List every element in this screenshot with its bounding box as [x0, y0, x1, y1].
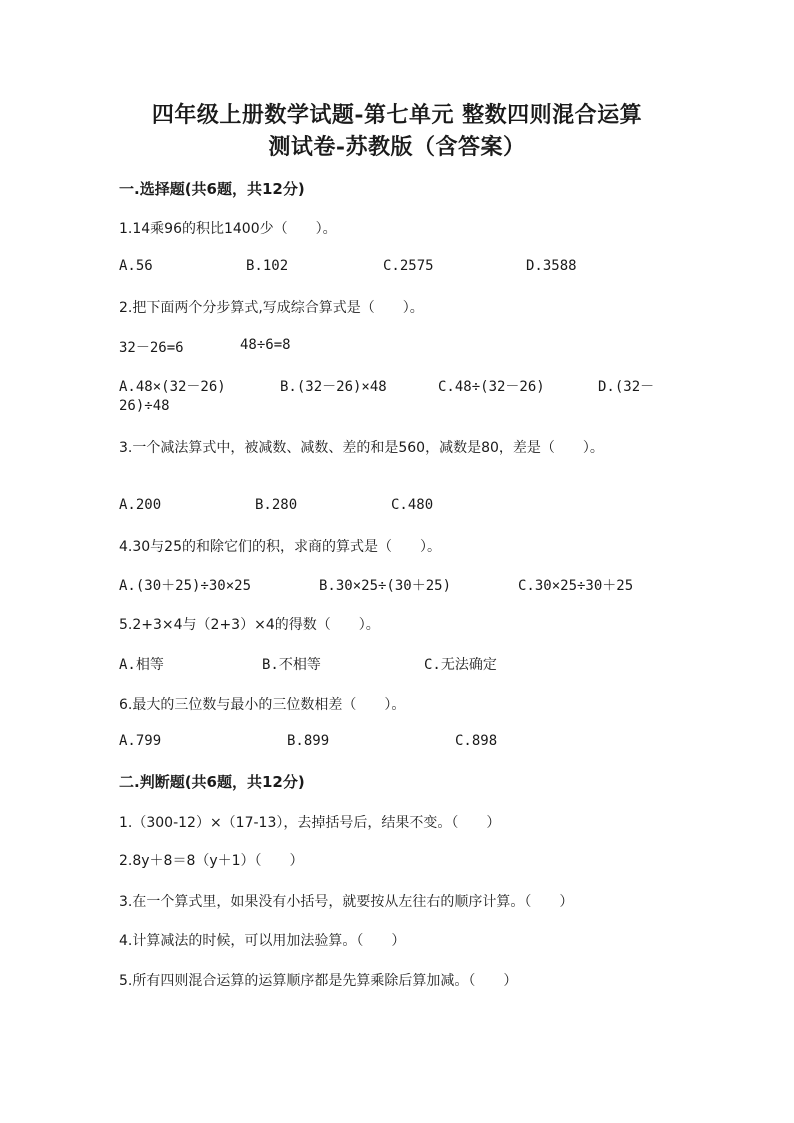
- question-6-option-a: A.799: [119, 733, 162, 749]
- question-5-option-c: C.无法确定: [424, 657, 497, 673]
- question-1-option-a: A.56: [119, 258, 153, 274]
- question-1-option-b: B.102: [246, 258, 289, 274]
- question-3-option-c: C.480: [391, 497, 434, 513]
- question-3-option-a: A.200: [119, 497, 162, 513]
- question-1-option-c: C.2575: [383, 258, 434, 274]
- question-2-stem: 2.把下面两个分步算式,写成综合算式是（ ）。: [119, 300, 424, 316]
- question-1-stem: 1.14乘96的积比1400少（ ）。: [119, 221, 337, 237]
- judgement-5: 5.所有四则混合运算的运算顺序都是先算乘除后算加减。（ ）: [119, 973, 518, 989]
- judgement-3: 3.在一个算式里，如果没有小括号，就要按从左往右的顺序计算。（ ）: [119, 894, 574, 910]
- question-2-given-2: 48÷6=8: [240, 337, 291, 353]
- question-2-option-d: D.(32－: [598, 379, 655, 395]
- question-4-option-c: C.30×25÷30＋25: [518, 578, 634, 594]
- section-heading-judgement: 二.判断题(共6题，共12分): [119, 773, 305, 791]
- question-5-option-b: B.不相等: [262, 657, 321, 673]
- page-title-line2: 测试卷-苏教版（含答案）: [268, 134, 526, 160]
- question-1-option-d: D.3588: [526, 258, 577, 274]
- question-5-stem: 5.2+3×4与（2+3）×4的得数（ ）。: [119, 617, 380, 633]
- page-title-line1: 四年级上册数学试题-第七单元 整数四则混合运算: [151, 102, 643, 128]
- question-4-stem: 4.30与25的和除它们的积，求商的算式是（ ）。: [119, 539, 441, 555]
- question-6-option-c: C.898: [455, 733, 498, 749]
- judgement-1: 1.（300-12）×（17-13），去掉括号后，结果不变。（ ）: [119, 815, 501, 831]
- question-4-option-a: A.(30＋25)÷30×25: [119, 578, 252, 594]
- question-2-option-b: B.(32－26)×48: [280, 379, 387, 395]
- question-6-option-b: B.899: [287, 733, 330, 749]
- question-2-option-c: C.48÷(32－26): [438, 379, 545, 395]
- section-heading-choice: 一.选择题(共6题，共12分): [119, 180, 305, 198]
- question-2-option-a: A.48×(32－26): [119, 379, 226, 395]
- question-6-stem: 6.最大的三位数与最小的三位数相差（ ）。: [119, 697, 406, 713]
- question-2-option-d-continued: 26)÷48: [119, 398, 170, 414]
- question-2-given-1: 32－26=6: [119, 340, 184, 356]
- judgement-4: 4.计算减法的时候，可以用加法验算。（ ）: [119, 933, 406, 949]
- question-3-option-b: B.280: [255, 497, 298, 513]
- question-3-stem: 3.一个减法算式中，被减数、减数、差的和是560，减数是80，差是（ ）。: [119, 440, 604, 456]
- question-5-option-a: A.相等: [119, 657, 164, 673]
- question-4-option-b: B.30×25÷(30＋25): [319, 578, 452, 594]
- judgement-2: 2.8y＋8＝8（y＋1）（ ）: [119, 853, 304, 869]
